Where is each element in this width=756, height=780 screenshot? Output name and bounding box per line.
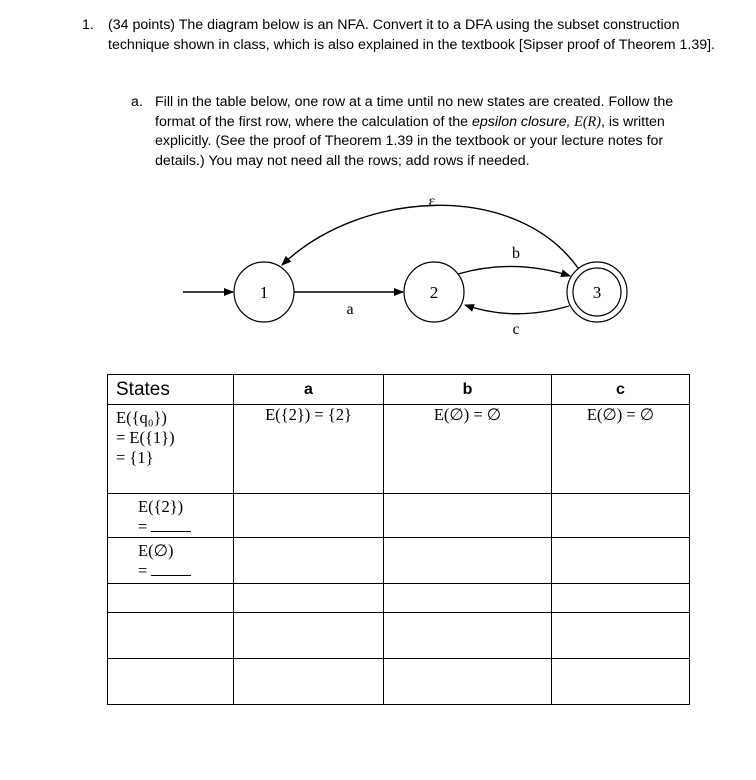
table-row xyxy=(108,659,690,705)
epsilon-closure-term: epsilon closure, xyxy=(472,113,571,130)
transition-3-1-label: ε xyxy=(428,193,436,210)
transition-1-2-label: a xyxy=(346,301,354,318)
row6-a-cell[interactable] xyxy=(234,659,384,705)
transition-3-2-label: c xyxy=(512,321,520,338)
row2-a-cell[interactable] xyxy=(234,494,384,538)
row2-c-cell[interactable] xyxy=(552,494,690,538)
row1-state-line2: = E({1}) xyxy=(116,428,175,447)
table-row xyxy=(108,584,690,613)
row3-blank[interactable] xyxy=(151,561,191,576)
part-a-label: a. xyxy=(131,94,143,110)
row6-c-cell[interactable] xyxy=(552,659,690,705)
row5-state-cell[interactable] xyxy=(108,613,234,659)
row4-b-cell[interactable] xyxy=(384,584,552,613)
row2-blank[interactable] xyxy=(151,517,191,532)
nfa-state-1-label: 1 xyxy=(259,283,269,302)
row4-c-cell[interactable] xyxy=(552,584,690,613)
part-a-text-2: , is written explicitly. (See the proof of Theorem 1.39 in the textbook or your lecture notes for details.) You may not need all the rows; add rows if needed. xyxy=(155,113,665,169)
header-c: c xyxy=(552,375,690,405)
row2-state-line2: = xyxy=(138,517,148,536)
part-a-text-1: Fill in the table below, one row at a time until no new states are created. Follow the format of the first row, where the calculation of the xyxy=(155,94,674,130)
header-b: b xyxy=(384,375,552,405)
row3-b-cell[interactable] xyxy=(384,538,552,584)
row1-state-cell xyxy=(108,405,234,494)
row2-state-cell xyxy=(108,494,234,538)
table-row xyxy=(108,538,690,584)
row1-b-cell: E(∅) = ∅ xyxy=(384,405,552,494)
row4-state-cell[interactable] xyxy=(108,584,234,613)
closure-notation: E(R) xyxy=(570,113,601,130)
question-number: 1. xyxy=(82,17,94,33)
row1-c-cell: E(∅) = ∅ xyxy=(552,405,690,494)
table-header-row xyxy=(108,375,690,405)
transition-2-3 xyxy=(458,266,570,276)
nfa-state-3-label: 3 xyxy=(592,283,602,302)
row5-a-cell[interactable] xyxy=(234,613,384,659)
row1-state-line3: = {1} xyxy=(116,448,154,467)
row2-state-line1: E({2}) xyxy=(138,497,184,516)
row5-c-cell[interactable] xyxy=(552,613,690,659)
header-a: a xyxy=(234,375,384,405)
row3-c-cell[interactable] xyxy=(552,538,690,584)
row1-state-line1: E({q₀}) xyxy=(116,408,167,427)
row5-b-cell[interactable] xyxy=(384,613,552,659)
table-row xyxy=(108,405,690,494)
row3-state-cell xyxy=(108,538,234,584)
table-row xyxy=(108,494,690,538)
table-row xyxy=(108,613,690,659)
transition-3-2 xyxy=(465,305,569,314)
row3-a-cell[interactable] xyxy=(234,538,384,584)
row1-a-cell: E({2}) = {2} xyxy=(234,405,384,494)
nfa-state-2-label: 2 xyxy=(429,283,439,302)
row6-b-cell[interactable] xyxy=(384,659,552,705)
row6-state-cell[interactable] xyxy=(108,659,234,705)
row3-state-line1: E(∅) xyxy=(138,541,174,560)
row2-b-cell[interactable] xyxy=(384,494,552,538)
row4-a-cell[interactable] xyxy=(234,584,384,613)
transition-2-3-label: b xyxy=(512,245,520,262)
row3-state-line2: = xyxy=(138,561,148,580)
dfa-table xyxy=(107,374,690,705)
question-text: (34 points) The diagram below is an NFA. Convert it to a DFA using the subset construction technique shown in class, which is also explained in the textbook [Sipser proof of Theorem 1.39]. xyxy=(108,17,715,53)
transition-3-1 xyxy=(282,205,578,268)
header-states: States xyxy=(108,375,234,405)
